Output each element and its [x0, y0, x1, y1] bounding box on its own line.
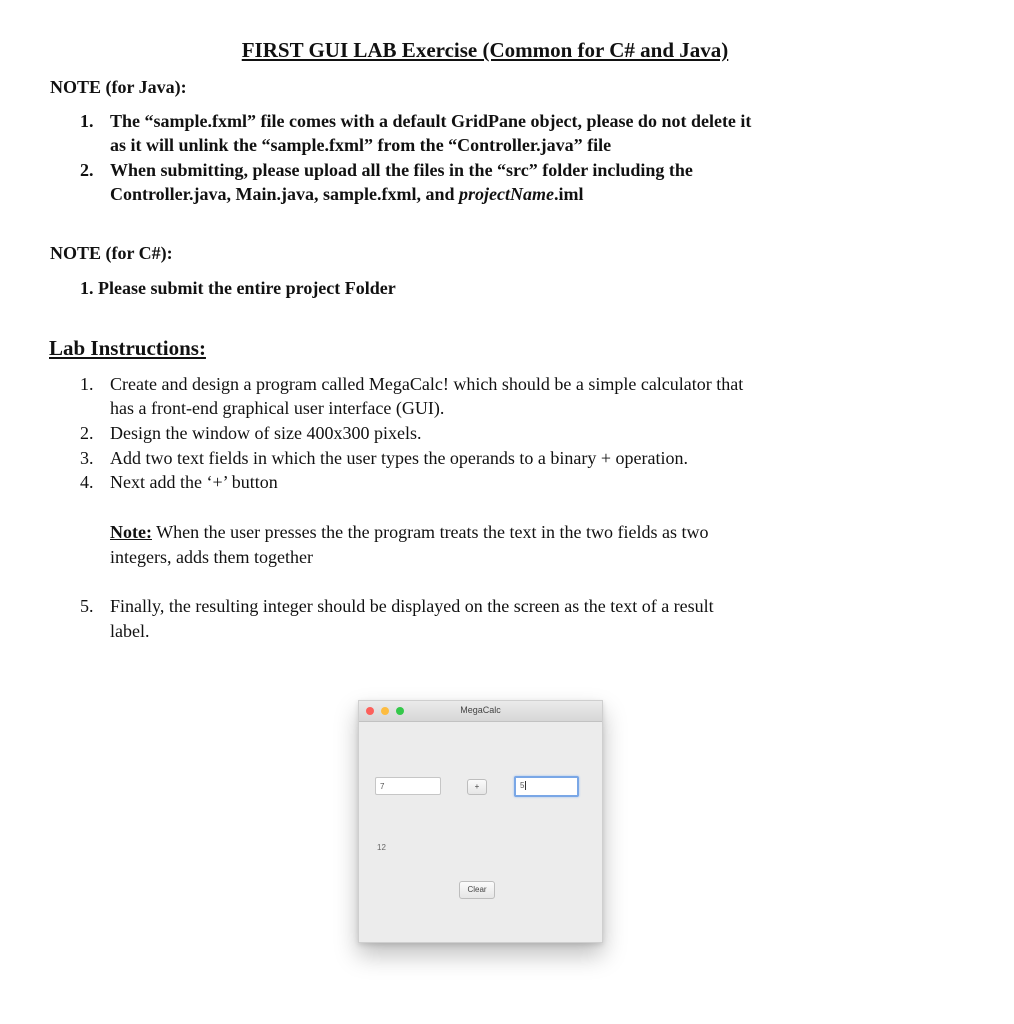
java-note-item-2-line2-post: .iml	[553, 184, 584, 204]
lab-item-4-line1: Next add the ‘+’ button	[110, 472, 278, 492]
clear-button[interactable]: Clear	[459, 881, 495, 899]
java-note-item-2-line2-pre: Controller.java, Main.java, sample.fxml, and	[110, 184, 459, 204]
lab-item-2-line1: Design the window of size 400x300 pixels.	[110, 423, 422, 443]
lab-note-line2: integers, adds them together	[110, 547, 313, 567]
document-title: FIRST GUI LAB Exercise (Common for C# and Java)	[241, 38, 729, 62]
java-note-item-2-number: 2.	[80, 160, 94, 180]
java-note-item-2-line2	[110, 184, 583, 205]
operand-1-field[interactable]: 7	[375, 777, 441, 795]
result-label: 12	[377, 843, 386, 852]
lab-instructions-heading: Lab Instructions:	[49, 336, 206, 360]
operand-2-field[interactable]	[514, 776, 579, 797]
lab-item-5-line2: label.	[110, 621, 150, 641]
window-title: MegaCalc	[460, 705, 501, 715]
java-note-item-2-line1: When submitting, please upload all the files in the “src” folder including the	[110, 160, 693, 180]
lab-item-3-line1: Add two text fields in which the user types the operands to a binary + operation.	[110, 448, 689, 468]
megacalc-window	[358, 700, 603, 943]
lab-note-line1	[110, 522, 709, 543]
csharp-note-item-1: 1. Please submit the entire project Folder	[80, 278, 396, 298]
lab-item-1-line2: has a front-end graphical user interface (GUI).	[110, 398, 445, 418]
lab-note-label: Note:	[110, 522, 152, 542]
csharp-note-heading: NOTE (for C#):	[50, 243, 173, 263]
lab-note-text: When the user presses the the program treats the text in the two fields as two	[151, 522, 709, 542]
lab-item-5-line1: Finally, the resulting integer should be displayed on the screen as the text of a result	[110, 596, 714, 616]
plus-button[interactable]: +	[467, 779, 487, 795]
window-titlebar	[359, 701, 602, 722]
java-note-item-1-line2: as it will unlink the “sample.fxml” from the “Controller.java” file	[110, 135, 612, 155]
lab-item-4-number: 4.	[80, 472, 94, 492]
java-note-item-1-number: 1.	[80, 111, 94, 131]
lab-item-2-number: 2.	[80, 423, 94, 443]
lab-item-5-number: 5.	[80, 596, 94, 616]
java-note-heading: NOTE (for Java):	[50, 77, 187, 97]
lab-item-1-line1: Create and design a program called MegaCalc! which should be a simple calculator that	[110, 374, 744, 394]
operand-2-value: 5	[520, 781, 525, 790]
lab-item-1-number: 1.	[80, 374, 94, 394]
lab-item-3-number: 3.	[80, 448, 94, 468]
text-cursor	[525, 781, 526, 790]
java-note-item-1-line1: The “sample.fxml” file comes with a default GridPane object, please do not delete it	[110, 111, 752, 131]
project-name-text: projectName	[459, 184, 554, 204]
